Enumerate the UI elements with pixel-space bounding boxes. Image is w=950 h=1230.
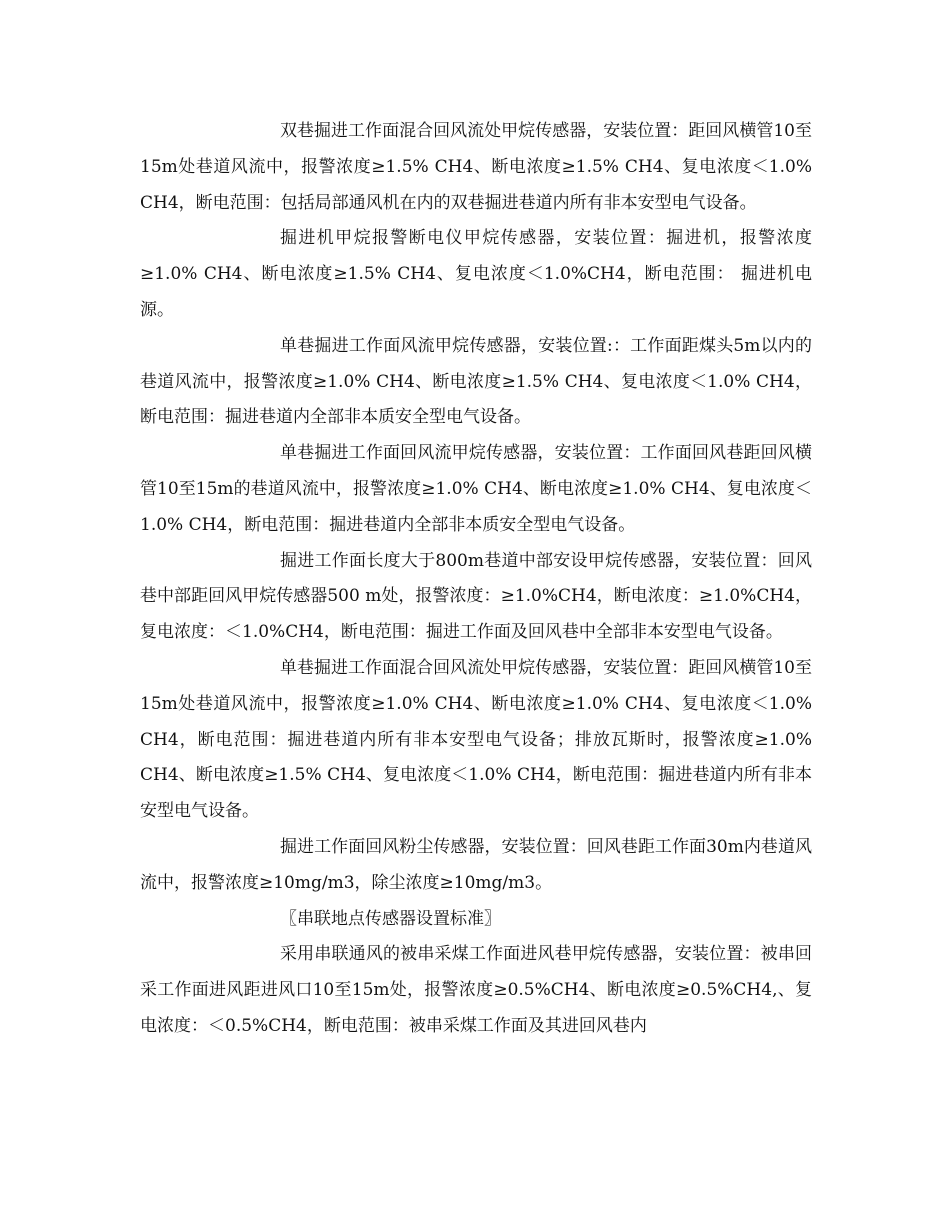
- paragraph-single-heading-return-sensor: 单巷掘进工作面回风流甲烷传感器，安装位置：工作面回风巷距回风横管10至15m的巷道风流中，报警浓度≥1.0% CH4、断电浓度≥1.0% CH4、复电浓度＜1.0% CH4，断电范围：掘进巷道内全部非本质安全型电气设备。: [140, 443, 812, 535]
- paragraph-double-heading-return-sensor: 双巷掘进工作面混合回风流处甲烷传感器，安装位置：距回风横管10至15m处巷道风流中，报警浓度≥1.5% CH4、断电浓度≥1.5% CH4、复电浓度＜1.0% CH4，断电范围：包括局部通风机在内的双巷掘进巷道内所有非本安型电气设备。: [140, 121, 812, 213]
- paragraph-single-heading-mixed-return-sensor: 单巷掘进工作面混合回风流处甲烷传感器，安装位置：距回风横管10至15m处巷道风流中，报警浓度≥1.0% CH4、断电浓度≥1.0% CH4、复电浓度＜1.0% CH4，断电范围：掘进巷道内所有非本安型电气设备；排放瓦斯时，报警浓度≥1.0% CH4、断电浓度≥1.5% CH4、复电浓度＜1.0% CH4，断电范围：掘进巷道内所有非本安型电气设备。: [140, 657, 812, 822]
- paragraph-single-heading-airflow-sensor: 单巷掘进工作面风流甲烷传感器，安装位置:：工作面距煤头5m以内的巷道风流中，报警浓度≥1.0% CH4、断电浓度≥1.5% CH4、复电浓度＜1.0% CH4，断电范围：掘进巷道内全部非本质安全型电气设备。: [140, 335, 812, 428]
- section-heading: 〖串联地点传感器设置标准〗: [280, 908, 501, 929]
- document-body: [140, 114, 812, 1045]
- paragraph-dust-sensor: 掘进工作面回风粉尘传感器，安装位置：回风巷距工作面30m内巷道风流中，报警浓度≥10mg/m3，除尘浓度≥10mg/m3。: [140, 836, 812, 893]
- paragraph-series-ventilation-sensor: 采用串联通风的被串采煤工作面进风巷甲烷传感器，安装位置：被串回采工作面进风距进风口10至15m处，报警浓度≥0.5%CH4、断电浓度≥0.5%CH4,、复电浓度：＜0.5%CH4，断电范围：被串采煤工作面及其进回风巷内: [140, 944, 812, 1036]
- paragraph-long-roadway-middle-sensor: 掘进工作面长度大于800m巷道中部安设甲烷传感器，安装位置：回风巷中部距回风甲烷传感器500 m处，报警浓度：≥1.0%CH4，断电浓度：≥1.0%CH4，复电浓度：＜1.0%CH4，断电范围：掘进工作面及回风巷中全部非本安型电气设备。: [140, 550, 812, 643]
- paragraph-roadheader-sensor: 掘进机甲烷报警断电仪甲烷传感器，安装位置：掘进机，报警浓度≥1.0% CH4、断电浓度≥1.5% CH4、复电浓度＜1.0%CH4，断电范围： 掘进机电源。: [140, 228, 812, 320]
